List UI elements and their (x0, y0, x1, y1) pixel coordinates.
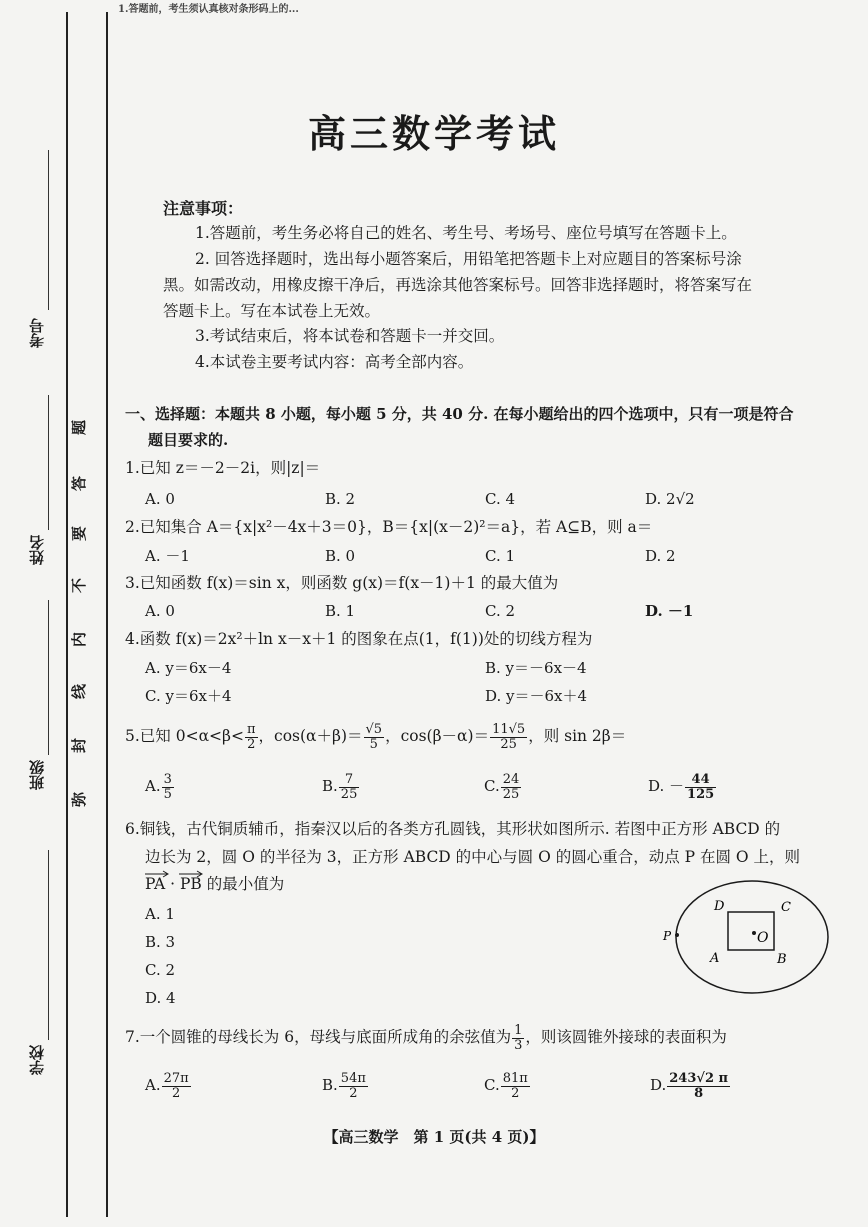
warning-char: 不 (70, 577, 89, 594)
question-6-line: 边长为 2，圆 O 的半径为 3，正方形 ABCD 的中心与圆 O 的圆心重合，动点 P 在圆 O 上，则 (145, 848, 801, 866)
numerator: √5 (365, 722, 383, 737)
option-frac (685, 773, 716, 801)
q2-option-a: A. －1 (145, 547, 190, 565)
option-letter: D. (650, 1076, 667, 1095)
denominator: 125 (687, 786, 715, 802)
coin-circle (676, 881, 828, 993)
binding-line-inner (106, 12, 108, 1217)
q5-text: ，cos(β－α)＝ (385, 727, 490, 746)
warning-char: 题 (70, 419, 89, 436)
warning-char: 要 (70, 525, 89, 542)
warning-char: 封 (70, 737, 89, 754)
q2-option-b: B. 0 (325, 547, 356, 565)
numerator: 44 (685, 773, 716, 788)
label-c: C (781, 900, 791, 915)
numerator: 1 (514, 1023, 523, 1038)
option-frac (667, 1072, 730, 1100)
q3-option-d: D. －1 (645, 602, 694, 620)
question-2-stem: 2.已知集合 A＝{x|x²－4x＋3＝0}，B＝{x|(x－2)²＝a}，若 A⊆B，则 a＝ (125, 518, 653, 536)
q6-option-b: B. 3 (145, 933, 176, 951)
option-letter: B. (322, 777, 338, 796)
notice-heading: 注意事项： (163, 199, 244, 218)
numerator: 54π (340, 1071, 366, 1086)
notice-line: 3.考试结束后，将本试卷和答题卡一并交回。 (195, 327, 505, 345)
question-3-stem: 3.已知函数 f(x)＝sin x，则函数 g(x)＝f(x－1)＋1 的最大值为 (125, 574, 559, 592)
name-label: 姓名 (28, 535, 46, 565)
numerator: 11√5 (492, 722, 526, 737)
section-heading-cont: 题目要求的. (148, 431, 229, 449)
denominator: 8 (694, 1085, 704, 1101)
notice-line: 答题卡上。写在本试卷上无效。 (163, 302, 381, 320)
denominator: 2 (349, 1085, 358, 1101)
q4-option-b: B. y＝－6x－4 (485, 659, 587, 677)
label-b: B (777, 952, 787, 967)
option-letter: A. (145, 777, 161, 796)
q1-option-b: B. 2 (325, 490, 356, 508)
q7-option-a (145, 1072, 192, 1100)
q5-text: ，则 sin 2β＝ (528, 727, 627, 746)
option-letter: C. (484, 777, 500, 796)
q3-option-c: C. 2 (485, 602, 516, 620)
denominator: 3 (514, 1037, 523, 1053)
q3-option-b: B. 1 (325, 602, 356, 620)
school-line (48, 850, 49, 1040)
option-frac (339, 773, 360, 801)
question-4-stem: 4.函数 f(x)＝2x²＋ln x－x＋1 的图象在点(1，f(1))处的切线方程为 (125, 630, 593, 648)
q7-text: 7.一个圆锥的母线长为 6，母线与底面所成角的余弦值为 (125, 1028, 512, 1047)
binding-line-outer (66, 12, 68, 1217)
q5-option-a (145, 773, 175, 801)
q5-option-d (648, 773, 717, 801)
q6-option-d: D. 4 (145, 989, 176, 1007)
denominator: 25 (340, 786, 358, 802)
option-frac (501, 773, 522, 801)
option-frac (162, 1072, 191, 1100)
q1-option-d: D. 2√2 (645, 490, 695, 508)
school-label: 学校 (28, 1045, 46, 1075)
label-d: D (714, 899, 725, 914)
notice-line: 黑。如需改动，用橡皮擦干净后，再选涂其他答案标号。回答非选择题时，将答案写在 (163, 276, 753, 294)
q7-option-d (650, 1072, 731, 1100)
option-frac (339, 1072, 368, 1100)
warning-char: 答 (70, 475, 89, 492)
page-footer: 【高三数学 第 1 页(共 4 页)】 (323, 1128, 545, 1146)
numerator: 243√2 π (669, 1071, 729, 1086)
denominator: 5 (369, 736, 378, 752)
numerator: 81π (502, 1071, 528, 1086)
exam-number-label: 考号 (28, 318, 46, 348)
point-p (675, 933, 679, 937)
section-heading: 一、选择题：本题共 8 小题，每小题 5 分，共 40 分. 在每小题给出的四个选项中，只有一项是符合 (125, 405, 794, 423)
numerator: π (246, 722, 256, 737)
q7-frac (512, 1024, 524, 1052)
warning-char: 内 (70, 631, 89, 648)
label-a: A (710, 951, 720, 966)
option-letter: B. (322, 1076, 338, 1095)
q5-option-c (484, 773, 522, 801)
q1-option-a: A. 0 (145, 490, 175, 508)
exam-number-line (48, 150, 49, 310)
question-1-stem: 1.已知 z＝－2－2i，则|z|＝ (125, 459, 321, 477)
name-line (48, 395, 49, 530)
denominator: 25 (500, 736, 517, 752)
class-label: 班级 (28, 760, 46, 790)
numerator: 7 (339, 773, 360, 788)
q5-frac-2 (490, 723, 527, 751)
numerator: 24 (502, 772, 520, 787)
q4-option-c: C. y＝6x＋4 (145, 687, 232, 705)
q5-frac-1 (364, 723, 385, 751)
notice-line: 4.本试卷主要考试内容：高考全部内容。 (195, 353, 474, 371)
label-o: O (757, 930, 769, 946)
option-letter: C. (484, 1076, 500, 1095)
q1-option-c: C. 4 (485, 490, 516, 508)
denominator: 25 (502, 786, 520, 802)
vector-arrows (143, 866, 213, 878)
q4-option-a: A. y＝6x－4 (145, 659, 232, 677)
option-frac (501, 1072, 530, 1100)
question-6-line: PA · PB 的最小值为 (145, 875, 285, 893)
coin-diagram (660, 875, 840, 1000)
q2-option-c: C. 1 (485, 547, 516, 565)
q5-text: ，cos(α＋β)＝ (258, 727, 363, 746)
option-frac (162, 773, 174, 801)
vector-arrow-pa (145, 871, 168, 877)
center-point (752, 931, 756, 935)
q4-option-d: D. y＝－6x＋4 (485, 687, 588, 705)
q2-option-d: D. 2 (645, 547, 676, 565)
q7-option-b (322, 1072, 369, 1100)
q6-option-a: A. 1 (145, 905, 175, 923)
option-letter: D. － (648, 777, 685, 796)
q5-text: 5.已知 0<α<β< (125, 727, 244, 746)
class-line (48, 600, 49, 755)
question-5-stem (125, 723, 626, 751)
numerator: 27π (163, 1071, 189, 1086)
q5-frac-pi (245, 723, 258, 751)
q3-option-a: A. 0 (145, 602, 175, 620)
question-7-stem (125, 1024, 727, 1052)
label-p: P (663, 929, 672, 943)
header-strip: 1.答题前，考生须认真核对条形码上的... (118, 4, 299, 15)
denominator: 2 (511, 1085, 520, 1101)
denominator: 2 (172, 1085, 181, 1101)
notice-line: 2. 回答选择题时，选出每小题答案后，用铅笔把答题卡上对应题目的答案标号涂 (195, 250, 742, 268)
warning-char: 线 (70, 683, 89, 700)
q6-option-c: C. 2 (145, 961, 176, 979)
denominator: 5 (163, 786, 172, 802)
q7-text: ，则该圆锥外接球的表面积为 (525, 1028, 727, 1047)
vector-arrow-pb (179, 871, 202, 877)
warning-char: 弥 (70, 791, 89, 808)
q5-option-b (322, 773, 360, 801)
page-title: 高三数学考试 (307, 112, 560, 156)
numerator: 3 (163, 772, 172, 787)
notice-line: 1.答题前，考生务必将自己的姓名、考生号、考场号、座位号填写在答题卡上。 (195, 224, 737, 242)
q7-option-c (484, 1072, 531, 1100)
denominator: 2 (247, 736, 256, 752)
question-6-line: 6.铜钱，古代铜质辅币，指秦汉以后的各类方孔圆钱，其形状如图所示. 若图中正方形 ABCD 的 (125, 820, 781, 838)
option-letter: A. (145, 1076, 161, 1095)
